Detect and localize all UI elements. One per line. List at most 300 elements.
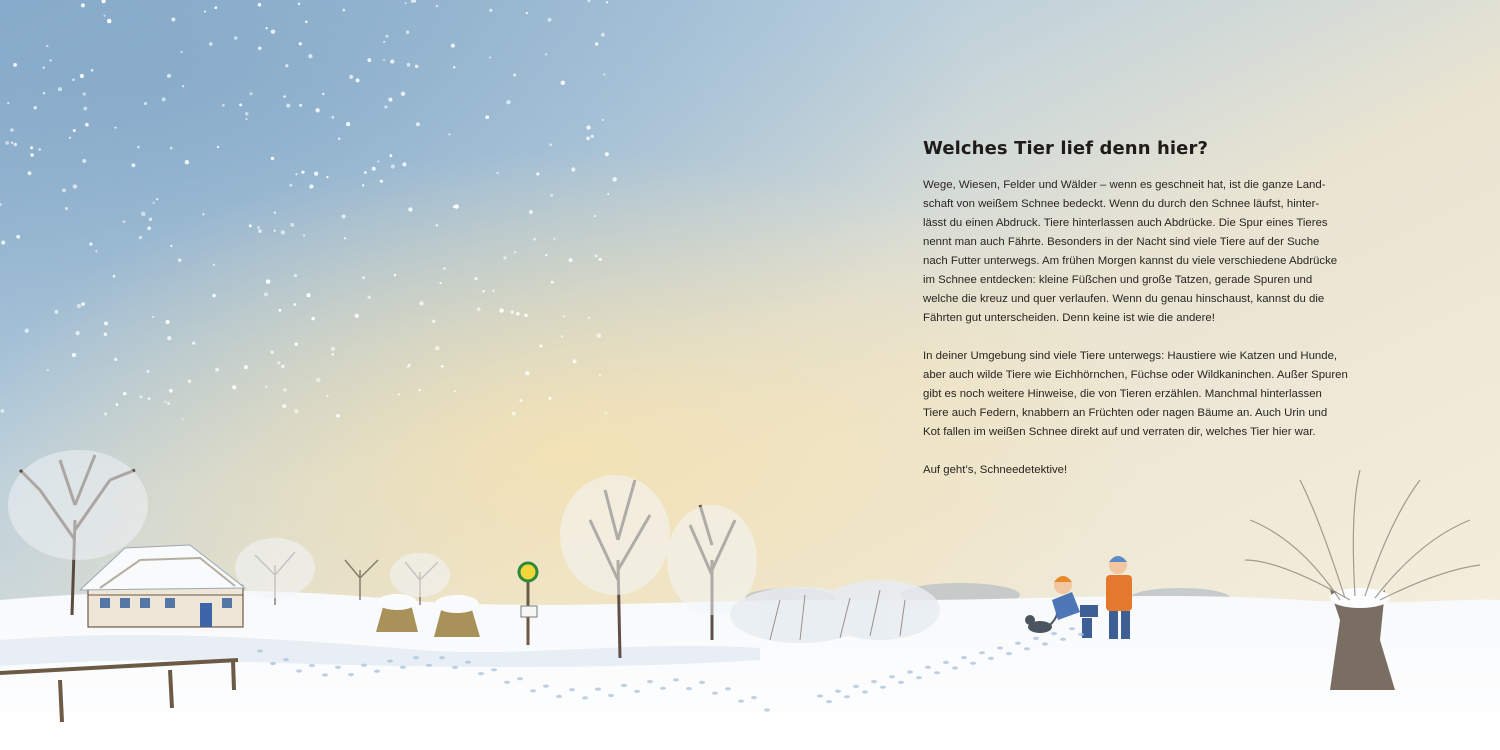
story-text bbox=[923, 138, 1348, 499]
snowflake bbox=[306, 293, 310, 297]
paragraph-line: schaft von weißem Schnee bedeckt. Wenn du durch den Schnee läufst, hinter- bbox=[923, 198, 1320, 210]
snowflake bbox=[612, 177, 616, 181]
snowflake bbox=[28, 171, 32, 175]
footprint bbox=[952, 666, 958, 669]
snowflake bbox=[85, 123, 89, 127]
snowflake bbox=[258, 47, 262, 51]
snowflake bbox=[274, 230, 276, 232]
snowflake bbox=[355, 314, 359, 318]
snowflake bbox=[271, 157, 274, 160]
snowflake bbox=[265, 385, 267, 387]
snowflake bbox=[503, 256, 506, 259]
snowflake bbox=[239, 103, 242, 106]
footprint bbox=[1078, 633, 1084, 636]
footprint bbox=[595, 688, 601, 691]
snowflake bbox=[398, 393, 400, 395]
snowflake bbox=[209, 42, 213, 46]
footprint bbox=[997, 646, 1003, 649]
snowflake bbox=[30, 153, 33, 156]
snowflake bbox=[362, 184, 364, 186]
footprint bbox=[1069, 627, 1075, 630]
snowflake bbox=[443, 267, 446, 270]
footprint bbox=[452, 666, 458, 669]
snowflake bbox=[281, 365, 285, 369]
paragraph-line: In deiner Umgebung sind viele Tiere unterwegs: Haustiere wie Katzen und Hunde, bbox=[923, 350, 1338, 362]
footprint bbox=[738, 700, 744, 703]
snowflake bbox=[586, 125, 590, 129]
snowflake bbox=[549, 143, 552, 146]
snowflake bbox=[180, 51, 182, 53]
snowflake bbox=[113, 275, 116, 278]
snowflake bbox=[524, 314, 527, 317]
footprint bbox=[296, 669, 302, 672]
snowflake bbox=[147, 226, 151, 230]
snowflake bbox=[139, 236, 143, 240]
snowflake bbox=[441, 365, 444, 368]
footprint bbox=[439, 656, 445, 659]
snowflake bbox=[182, 85, 184, 87]
snowflake bbox=[526, 12, 528, 14]
snowflake bbox=[595, 42, 598, 45]
snowflake bbox=[401, 92, 406, 97]
snowflake bbox=[156, 198, 158, 200]
footprint bbox=[862, 690, 868, 693]
footprint bbox=[1006, 652, 1012, 655]
snowflake bbox=[601, 33, 605, 37]
footprint bbox=[335, 666, 341, 669]
paragraph-closing bbox=[923, 461, 1343, 480]
footprint bbox=[491, 668, 497, 671]
snowflake bbox=[72, 78, 75, 81]
snowflake bbox=[257, 226, 260, 229]
snowflake bbox=[202, 213, 204, 215]
snowflake bbox=[214, 6, 217, 9]
snowflake bbox=[303, 234, 305, 236]
snowflake bbox=[246, 118, 248, 120]
snowflake bbox=[115, 403, 118, 406]
snowflake bbox=[605, 152, 609, 156]
footprint bbox=[478, 672, 484, 675]
paragraph-line: lässt du einen Abdruck. Tiere hinterlassen auch Abdrücke. Die Spur eines Tieres bbox=[923, 217, 1328, 229]
footprint bbox=[647, 680, 653, 683]
snowflake bbox=[533, 238, 536, 241]
snowflake bbox=[477, 307, 481, 311]
snowflake bbox=[595, 254, 598, 257]
snowflake bbox=[322, 93, 324, 95]
snowflake bbox=[309, 184, 313, 188]
snowflake bbox=[104, 412, 107, 415]
snowflake bbox=[390, 154, 393, 157]
paragraph-line: Wege, Wiesen, Felder und Wälder – wenn es geschneit hat, ist die ganze Land- bbox=[923, 179, 1326, 191]
snowflake bbox=[563, 315, 565, 317]
snowflake bbox=[406, 31, 409, 34]
footprint bbox=[764, 708, 770, 711]
snowflake bbox=[215, 368, 219, 372]
footprint bbox=[569, 688, 575, 691]
footprint bbox=[556, 695, 562, 698]
snowflake bbox=[513, 73, 516, 76]
snowflake bbox=[338, 138, 340, 140]
footprint bbox=[934, 671, 940, 674]
snowflake bbox=[213, 264, 215, 266]
snowflake bbox=[62, 188, 66, 192]
snowflake bbox=[599, 258, 602, 261]
footprint bbox=[322, 673, 328, 676]
snowflake bbox=[326, 176, 328, 178]
snowflake bbox=[448, 133, 450, 135]
snowflake bbox=[385, 35, 388, 38]
snowflake bbox=[43, 67, 45, 69]
snowflake bbox=[489, 56, 491, 58]
snowflake bbox=[545, 254, 547, 256]
footprint bbox=[880, 686, 886, 689]
paragraph-animals bbox=[923, 347, 1348, 442]
snowflake bbox=[286, 104, 290, 108]
snowflake bbox=[69, 137, 71, 139]
footprint bbox=[426, 664, 432, 667]
snowflake bbox=[282, 404, 286, 408]
snowflake bbox=[516, 312, 520, 316]
snowflake bbox=[316, 378, 321, 383]
snowflake bbox=[569, 258, 573, 262]
paragraph-line: Auf geht’s, Schneedetektive! bbox=[923, 464, 1068, 476]
snowflake bbox=[83, 107, 87, 111]
snowflake bbox=[146, 370, 149, 373]
snowflake bbox=[73, 184, 77, 188]
snowflake bbox=[144, 102, 147, 105]
snowflake bbox=[548, 397, 551, 400]
footprint bbox=[961, 656, 967, 659]
snowflake bbox=[271, 29, 276, 34]
snowflake bbox=[602, 119, 604, 121]
page-title: Welches Tier lief denn hier? bbox=[923, 138, 1209, 159]
snowflake bbox=[244, 365, 248, 369]
footprint bbox=[1051, 632, 1057, 635]
snowflake bbox=[277, 361, 280, 364]
snowflake bbox=[294, 303, 297, 306]
snowflake bbox=[588, 316, 590, 318]
paragraph-line: Tiere auch Federn, knabbern an Früchten oder nagen Bäume an. Auch Urin und bbox=[923, 407, 1328, 419]
snowflake bbox=[349, 75, 353, 79]
snowflake bbox=[454, 390, 456, 392]
footprint bbox=[844, 695, 850, 698]
snowflake bbox=[453, 66, 455, 68]
snowflake bbox=[140, 395, 143, 398]
snowflake bbox=[204, 11, 206, 13]
snowflake bbox=[519, 399, 522, 402]
snowflake bbox=[30, 146, 33, 149]
snowflake bbox=[7, 102, 9, 104]
snowflake bbox=[77, 304, 81, 308]
snowflake bbox=[511, 310, 514, 313]
snowflake bbox=[607, 193, 609, 195]
snowflake bbox=[5, 141, 9, 145]
footprint bbox=[582, 696, 588, 699]
snowflake bbox=[391, 164, 395, 168]
snowflake bbox=[305, 21, 308, 24]
snowflake bbox=[141, 212, 146, 217]
snowflake bbox=[606, 1, 608, 3]
paragraph-line: gibt es noch weitere Hinweise, die von Tieren erzählen. Manchmal hinterlassen bbox=[923, 388, 1322, 400]
footprint bbox=[530, 689, 536, 692]
snowflake bbox=[383, 59, 385, 61]
snowflake bbox=[149, 217, 152, 220]
snowflake bbox=[249, 92, 252, 95]
footprint bbox=[374, 670, 380, 673]
snowflake bbox=[295, 173, 297, 175]
snowflake bbox=[72, 353, 76, 357]
snowflake bbox=[294, 409, 298, 413]
footprint bbox=[1033, 637, 1039, 640]
snowflake bbox=[299, 104, 302, 107]
snowflake bbox=[285, 64, 288, 67]
snowflake bbox=[499, 308, 503, 312]
footprint bbox=[634, 690, 640, 693]
snowflake bbox=[82, 159, 86, 163]
snowflake bbox=[81, 3, 85, 7]
footprint bbox=[621, 684, 627, 687]
snowflake bbox=[295, 343, 298, 346]
snowflake bbox=[367, 58, 371, 62]
snowflake bbox=[188, 379, 192, 383]
snowflake bbox=[496, 172, 498, 174]
snowflake bbox=[390, 59, 394, 63]
footprint bbox=[608, 694, 614, 697]
snowflake bbox=[148, 397, 151, 400]
paragraph-line: nennt man auch Fährte. Besonders in der Nacht sind viele Tiere auf der Suche bbox=[923, 236, 1320, 248]
footprint bbox=[853, 685, 859, 688]
footprint bbox=[270, 662, 276, 665]
snowflake bbox=[281, 230, 285, 234]
snowflake bbox=[298, 3, 300, 5]
snowflake bbox=[11, 142, 13, 144]
snowflake bbox=[362, 276, 365, 279]
snowflake bbox=[152, 316, 154, 318]
snowflake bbox=[406, 366, 409, 369]
snowflake bbox=[377, 160, 379, 162]
snowflake bbox=[104, 333, 107, 336]
snowflake bbox=[408, 207, 412, 211]
footprint bbox=[1042, 642, 1048, 645]
footprint bbox=[348, 673, 354, 676]
snowflake bbox=[283, 388, 287, 392]
footprint bbox=[712, 692, 718, 695]
snowflake bbox=[170, 147, 173, 150]
paragraph-line: nach Futter unterwegs. Am frühen Morgen kannst du viele verschiedene Abdrücke bbox=[923, 255, 1338, 267]
snowflake bbox=[482, 290, 485, 293]
footprint bbox=[826, 700, 832, 703]
snowflake bbox=[123, 392, 127, 396]
snowflake bbox=[299, 42, 302, 45]
snowflake bbox=[314, 172, 318, 176]
footprint bbox=[387, 660, 393, 663]
snowflake bbox=[331, 116, 334, 119]
footprint bbox=[889, 675, 895, 678]
snowflake bbox=[416, 122, 420, 126]
snowflake bbox=[454, 204, 458, 208]
snowflake bbox=[561, 335, 563, 337]
snowflake bbox=[599, 374, 602, 377]
snowflake bbox=[65, 207, 68, 210]
snowflake bbox=[512, 412, 516, 416]
snowflake bbox=[367, 296, 371, 300]
snowflake bbox=[394, 274, 397, 277]
snowflake bbox=[38, 148, 41, 151]
snowflake bbox=[83, 92, 86, 95]
footprint bbox=[898, 681, 904, 684]
snowflake bbox=[245, 112, 249, 116]
snowflake bbox=[34, 106, 37, 109]
snowflake bbox=[603, 73, 605, 75]
snowflake bbox=[212, 294, 215, 297]
snowflake bbox=[539, 344, 542, 347]
paragraph-intro bbox=[923, 176, 1343, 328]
snowflake bbox=[439, 282, 441, 284]
snowflake bbox=[192, 342, 195, 345]
paragraph-line: Kot fallen im weißen Schnee direkt auf und verraten dir, welches Tier hier war. bbox=[923, 426, 1316, 438]
snowflake bbox=[171, 18, 175, 22]
snowflake bbox=[553, 238, 555, 240]
snowflake bbox=[274, 212, 276, 214]
snowflake bbox=[43, 92, 45, 94]
snowflake bbox=[170, 245, 172, 247]
snowflake bbox=[271, 351, 274, 354]
snowflake bbox=[551, 281, 554, 284]
snowflake bbox=[418, 389, 420, 391]
snowflake bbox=[432, 320, 435, 323]
snowflake bbox=[315, 108, 319, 112]
footprint bbox=[943, 661, 949, 664]
snowflake bbox=[80, 74, 84, 78]
snowflake bbox=[586, 136, 590, 140]
snowflake bbox=[278, 309, 281, 312]
snowflake bbox=[58, 87, 62, 91]
footprint bbox=[871, 680, 877, 683]
snowflake bbox=[178, 258, 181, 261]
snowflake bbox=[474, 277, 477, 280]
footprint bbox=[257, 649, 263, 652]
snowflake bbox=[419, 301, 423, 305]
snowflake bbox=[525, 371, 529, 375]
footprint bbox=[970, 662, 976, 665]
footprint bbox=[907, 670, 913, 673]
snowflake bbox=[336, 414, 340, 418]
snowflake bbox=[301, 171, 304, 174]
snowflake bbox=[266, 279, 271, 284]
snowflake bbox=[14, 143, 17, 147]
footprint bbox=[699, 681, 705, 684]
footprint bbox=[283, 658, 289, 661]
snowflake bbox=[73, 129, 76, 132]
footprint bbox=[925, 666, 931, 669]
snowflake bbox=[46, 45, 48, 47]
snowflake bbox=[311, 317, 315, 321]
snowflake bbox=[182, 418, 184, 420]
footprint bbox=[751, 696, 757, 699]
snowflake bbox=[402, 162, 406, 166]
snowflake bbox=[415, 65, 418, 68]
footprint bbox=[988, 657, 994, 660]
paragraph-line: welche die kreuz und quer verlaufen. Wenn du genau hinschaust, kannst du die bbox=[923, 293, 1325, 305]
footprint bbox=[686, 687, 692, 690]
snowflake bbox=[123, 220, 126, 223]
snowflake bbox=[407, 63, 411, 67]
footprint bbox=[660, 687, 666, 690]
snowflake bbox=[75, 331, 79, 335]
paragraph-line: im Schnee entdecken: kleine Füßchen und große Tatzen, gerade Spuren und bbox=[923, 274, 1313, 286]
snowflake bbox=[167, 336, 171, 340]
snowflake bbox=[104, 321, 108, 325]
snowflake bbox=[289, 184, 292, 187]
snowflake bbox=[95, 250, 97, 252]
snowflake bbox=[47, 369, 49, 371]
footprint bbox=[400, 666, 406, 669]
snowflake bbox=[514, 251, 516, 253]
footprint bbox=[725, 687, 731, 690]
snowflake bbox=[103, 15, 105, 17]
snowflake bbox=[167, 402, 170, 405]
snowflake bbox=[571, 167, 575, 171]
footprint bbox=[309, 664, 315, 667]
snowflake bbox=[604, 412, 607, 415]
snowflake bbox=[25, 328, 30, 333]
snowflake bbox=[529, 210, 533, 214]
paragraph-line: aber auch wilde Tiere wie Eichhörnchen, Füchse oder Wildkaninchen. Außer Spuren bbox=[923, 369, 1348, 381]
snowflake bbox=[91, 69, 94, 72]
footprint bbox=[361, 664, 367, 667]
snowflake bbox=[265, 27, 267, 29]
snowflake bbox=[81, 302, 85, 306]
snowflake bbox=[436, 224, 438, 226]
snowflake bbox=[594, 215, 596, 217]
snowflake bbox=[326, 395, 328, 397]
footprint bbox=[835, 690, 841, 693]
snowflake bbox=[356, 78, 360, 82]
footprint bbox=[543, 685, 549, 688]
snowflake bbox=[258, 229, 262, 233]
snowflake bbox=[162, 97, 166, 101]
snowflake bbox=[13, 63, 17, 67]
snowflake bbox=[451, 44, 455, 48]
snowflake bbox=[294, 274, 297, 277]
snowflake bbox=[137, 146, 140, 149]
snowflake bbox=[89, 242, 92, 245]
snowflake bbox=[0, 409, 4, 413]
snowflake bbox=[436, 5, 438, 7]
snowflake bbox=[165, 320, 169, 324]
snowflake bbox=[489, 9, 492, 12]
snowflake bbox=[164, 401, 166, 403]
snowflake bbox=[16, 235, 20, 239]
snowflake bbox=[388, 98, 392, 102]
snowflake bbox=[153, 202, 155, 204]
snowflake bbox=[10, 128, 14, 132]
footprint bbox=[1060, 638, 1066, 641]
snowflake bbox=[342, 215, 346, 219]
snowflake bbox=[485, 115, 489, 119]
snowflake bbox=[380, 180, 383, 183]
snowflake bbox=[132, 163, 136, 167]
snowflake bbox=[548, 18, 552, 22]
snowflake bbox=[550, 194, 553, 197]
snowflake bbox=[344, 237, 346, 239]
snowflake bbox=[169, 389, 173, 393]
snowflake bbox=[492, 290, 494, 292]
snowflake bbox=[54, 310, 58, 314]
footprint bbox=[465, 661, 471, 664]
footprint bbox=[1024, 647, 1030, 650]
snowflake bbox=[545, 53, 547, 55]
